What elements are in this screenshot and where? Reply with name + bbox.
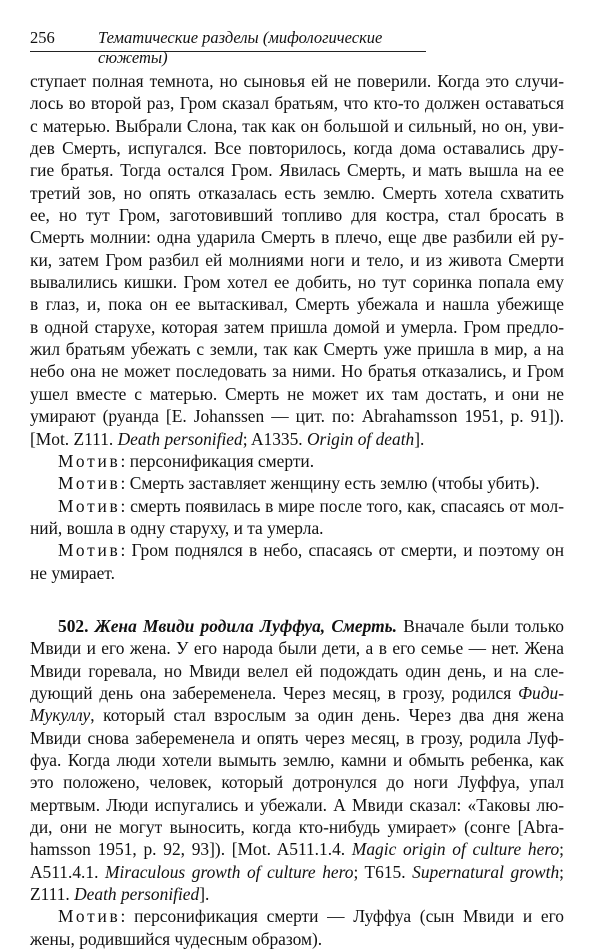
text-line: это положено, человек, который дотронулся до ноги Луффуа, упал bbox=[30, 772, 564, 793]
motif-line: Мотив: смерть появилась в мире после того, как, спасаясь от мол- bbox=[58, 495, 564, 516]
text-line: ее, но тут Гром, заготовивший топливо для костра, стал бросать в bbox=[30, 205, 564, 226]
page-header bbox=[30, 28, 426, 67]
motif-label: Мотив bbox=[58, 540, 121, 561]
text-line: ступает полная темнота, но сыновья ей не поверили. Когда это случи- bbox=[30, 71, 564, 91]
text-line: вывалились кишки. Гром хотел ее добить, но тут соринка попала ему bbox=[30, 272, 564, 293]
text-line: небо она не может последовать за ними. Но братья отказались, и Гром bbox=[30, 361, 564, 382]
text-line: лось во второй раз, Гром сказал братьям, что кто-то должен оставаться bbox=[30, 93, 564, 114]
motif-line-continued: не умирает. bbox=[30, 562, 115, 583]
text-line: жил братьям убежать с земли, так как Смерть уже пришла в мир, а на bbox=[30, 339, 564, 360]
text-line: ушел вместе с матерью. Смерть не может их там достать, и они не bbox=[30, 383, 564, 404]
motif-label: Мотив bbox=[58, 450, 121, 471]
motif-label: Мотив bbox=[58, 906, 121, 927]
text-line: дующий день она забеременела. Через месяц, в грозу, родился Фиди- bbox=[30, 682, 564, 703]
text-line: Мвиди и его жена. У его народа были дети, а в его семье — нет. Жена bbox=[30, 638, 564, 659]
section-title: Жена Мвиди родила Луффуа, Смерть. bbox=[94, 615, 397, 636]
motif-line: Мотив: Смерть заставляет женщину есть землю (чтобы убить). bbox=[58, 473, 540, 494]
text-line: ки, затем Гром разбил ей молниями ноги и тело, и из живота Смерти bbox=[30, 249, 564, 270]
motif-line: Мотив: персонификация смерти. bbox=[58, 450, 315, 471]
running-title: Тематические разделы (мифологические сюжеты) bbox=[98, 28, 383, 67]
motif-line-continued: ний, вошла в одну старуху, и та умерла. bbox=[30, 517, 324, 538]
motif-reference-line: [Mot. Z111. Death personified; A1335. Origin of death]. bbox=[30, 428, 425, 449]
section-gap bbox=[30, 584, 564, 615]
text-line: гие братья. Тогда остался Гром. Явилась Смерть, и мать вышла на ее bbox=[30, 160, 564, 181]
text-line: Z111. Death personified]. bbox=[30, 884, 210, 905]
motif-line: Мотив: Гром поднялся в небо, спасаясь от смерти, и поэтому он bbox=[58, 540, 564, 561]
text-line: Смерть молнии: одна ударила Смерть в плечо, еще две разбили ей ру- bbox=[30, 227, 564, 248]
text-line: Мвиди снова забеременела и опять через месяц, в грозу, родила Луф- bbox=[30, 727, 564, 748]
section-501-text bbox=[30, 70, 564, 450]
text-line: hamsson 1951, p. 92, 93]). [Mot. A511.1.4. Magic origin of culture hero; bbox=[30, 839, 564, 860]
text-line: в одной старухе, которая затем пришла домой и умерла. Гром предло- bbox=[30, 316, 564, 337]
section-number: 502. bbox=[58, 615, 89, 636]
header-rule bbox=[30, 51, 426, 52]
text-line: в глаз, и, пока он ее вытаскивал, Смерть убежала и нашла убежище bbox=[30, 294, 564, 315]
motif-line: Мотив: персонификация смерти — Луффуа (сын Мвиди и его bbox=[58, 906, 564, 927]
text-line: умирают (руанда [E. Johanssen — цит. по: Abrahamsson 1951, p. 91]). bbox=[30, 406, 564, 427]
page-number: 256 bbox=[30, 28, 55, 47]
body-text bbox=[30, 70, 564, 950]
text-line: дев Смерть, испугался. Все повторилось, когда дома оставались дру- bbox=[30, 138, 564, 159]
text-line: A511.4.1. Miraculous growth of culture hero; T615. Supernatural growth; bbox=[30, 861, 564, 882]
section-heading-line: 502. Жена Мвиди родила Луффуа, Смерть. Вначале были только bbox=[58, 615, 564, 636]
text-line: Мукуллу, который стал взрослым за один день. Через два дня жена bbox=[30, 705, 564, 726]
text-line: мертвым. Люди испугались и убежали. А Мвиди сказал: «Таковы лю- bbox=[30, 794, 564, 815]
text-line: Мвиди горевала, но Мвиди велел ей подождать один день, и на сле- bbox=[30, 660, 564, 681]
motif-label: Мотив bbox=[58, 495, 121, 516]
text-line: третий зов, но опять отказалась есть землю. Смерть хотела схватить bbox=[30, 182, 564, 203]
text-line: фуа. Когда люди хотели вымыть землю, камни и обмыть ребенка, как bbox=[30, 749, 564, 770]
motif-label: Мотив bbox=[58, 473, 121, 494]
motif-line-continued: жены, родившийся чудесным образом). bbox=[30, 928, 323, 949]
text-line: с матерью. Выбрали Слона, так как он большой и сильный, но он, уви- bbox=[30, 115, 564, 136]
text-line: ди, они не могут выносить, когда кто-нибудь умирает» (сонге [Abra- bbox=[30, 817, 564, 837]
section-502 bbox=[30, 615, 564, 950]
